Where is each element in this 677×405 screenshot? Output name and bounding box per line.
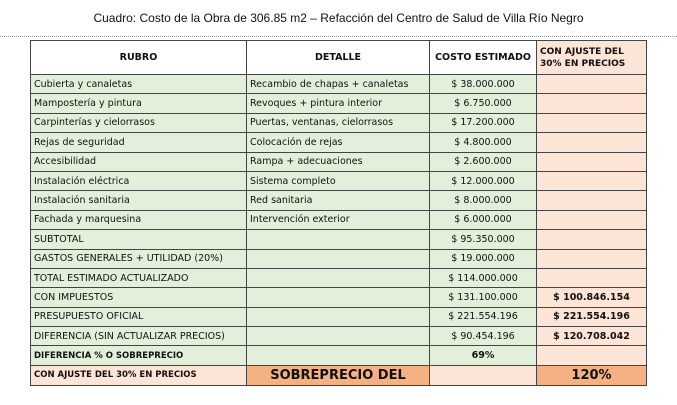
cell-detalle <box>247 327 430 346</box>
table-row <box>31 94 647 113</box>
cell-rubro: Accesibilidad <box>31 152 247 171</box>
cell-ajuste <box>537 230 647 249</box>
header-costo: COSTO ESTIMADO <box>430 41 537 75</box>
table-caption: Cuadro: Costo de la Obra de 306.85 m2 – Refacción del Centro de Salud de Villa Río Negro <box>93 11 584 25</box>
cell-rubro: TOTAL ESTIMADO ACTUALIZADO <box>31 268 247 287</box>
header-detalle: DETALLE <box>247 41 430 75</box>
cell-ajuste <box>537 268 647 287</box>
cell-detalle <box>247 346 430 365</box>
cell-costo: $ 114.000.000 <box>430 268 537 287</box>
cell-detalle: Recambio de chapas + canaletas <box>247 75 430 94</box>
cell-detalle <box>247 230 430 249</box>
cell-detalle: Revoques + pintura interior <box>247 94 430 113</box>
cell-ajuste <box>537 171 647 190</box>
cell-rubro: Instalación eléctrica <box>31 171 247 190</box>
cell-ajuste <box>537 113 647 132</box>
header-rubro: RUBRO <box>31 41 247 75</box>
table-row <box>31 307 647 326</box>
cell-detalle: Rampa + adecuaciones <box>247 152 430 171</box>
cell-detalle <box>247 249 430 268</box>
header-ajuste: CON AJUSTE DEL 30% EN PRECIOS <box>537 41 647 75</box>
table-row <box>31 191 647 210</box>
cell-costo: $ 12.000.000 <box>430 171 537 190</box>
cell-ajuste <box>537 249 647 268</box>
cell-rubro: GASTOS GENERALES + UTILIDAD (20%) <box>31 249 247 268</box>
cell-ajuste: $ 100.846.154 <box>537 288 647 307</box>
cell-rubro: DIFERENCIA (SIN ACTUALIZAR PRECIOS) <box>31 327 247 346</box>
cell-costo: $ 90.454.196 <box>430 327 537 346</box>
cell-detalle: Red sanitaria <box>247 191 430 210</box>
cell-detalle: Sistema completo <box>247 171 430 190</box>
table-row <box>31 288 647 307</box>
sobreprecio-label: SOBREPRECIO DEL <box>247 365 430 385</box>
cell-rubro: Carpinterías y cielorrasos <box>31 113 247 132</box>
cell-costo: $ 221.554.196 <box>430 307 537 326</box>
cell-rubro: Instalación sanitaria <box>31 191 247 210</box>
table-row <box>31 346 647 365</box>
cell-costo: $ 4.800.000 <box>430 133 537 152</box>
cell-rubro: DIFERENCIA % O SOBREPRECIO <box>31 346 247 365</box>
cell-ajuste <box>537 191 647 210</box>
sobreprecio-percent: 120% <box>537 365 647 385</box>
cell-rubro: Fachada y marquesina <box>31 210 247 229</box>
divider <box>0 36 677 37</box>
cell-ajuste <box>537 133 647 152</box>
cell-rubro: Rejas de seguridad <box>31 133 247 152</box>
cell-detalle: Intervención exterior <box>247 210 430 229</box>
cell-ajuste <box>537 152 647 171</box>
cell-detalle: Puertas, ventanas, cielorrasos <box>247 113 430 132</box>
cell-ajuste: $ 120.708.042 <box>537 327 647 346</box>
table-row <box>31 210 647 229</box>
cell-rubro: Mampostería y pintura <box>31 94 247 113</box>
cell-costo: $ 6.750.000 <box>430 94 537 113</box>
table-body <box>31 75 647 386</box>
cell-detalle <box>247 288 430 307</box>
cell-detalle <box>247 268 430 287</box>
cell-costo: $ 8.000.000 <box>430 191 537 210</box>
cell-costo: $ 6.000.000 <box>430 210 537 229</box>
table-row <box>31 133 647 152</box>
cell-costo: $ 17.200.000 <box>430 113 537 132</box>
cell-ajuste <box>537 210 647 229</box>
cell-rubro: PRESUPUESTO OFICIAL <box>31 307 247 326</box>
table-row <box>31 113 647 132</box>
cell-ajuste: $ 221.554.196 <box>537 307 647 326</box>
cell-ajuste <box>537 75 647 94</box>
cell-costo: $ 38.000.000 <box>430 75 537 94</box>
summary-costo <box>430 365 537 385</box>
table-row <box>31 249 647 268</box>
cell-rubro: Cubierta y canaletas <box>31 75 247 94</box>
summary-label: CON AJUSTE DEL 30% EN PRECIOS <box>31 365 247 385</box>
cell-costo: 69% <box>430 346 537 365</box>
header-row <box>31 41 647 75</box>
cost-table <box>30 40 647 386</box>
cell-detalle <box>247 307 430 326</box>
cell-rubro: SUBTOTAL <box>31 230 247 249</box>
summary-row <box>31 365 647 385</box>
table-row <box>31 327 647 346</box>
table-row <box>31 268 647 287</box>
table-row <box>31 75 647 94</box>
cell-costo: $ 19.000.000 <box>430 249 537 268</box>
cell-rubro: CON IMPUESTOS <box>31 288 247 307</box>
cell-costo: $ 131.100.000 <box>430 288 537 307</box>
cell-ajuste <box>537 346 647 365</box>
table-row <box>31 171 647 190</box>
cell-costo: $ 2.600.000 <box>430 152 537 171</box>
cell-ajuste <box>537 94 647 113</box>
table-row <box>31 152 647 171</box>
cell-detalle: Colocación de rejas <box>247 133 430 152</box>
table-row <box>31 230 647 249</box>
cell-costo: $ 95.350.000 <box>430 230 537 249</box>
